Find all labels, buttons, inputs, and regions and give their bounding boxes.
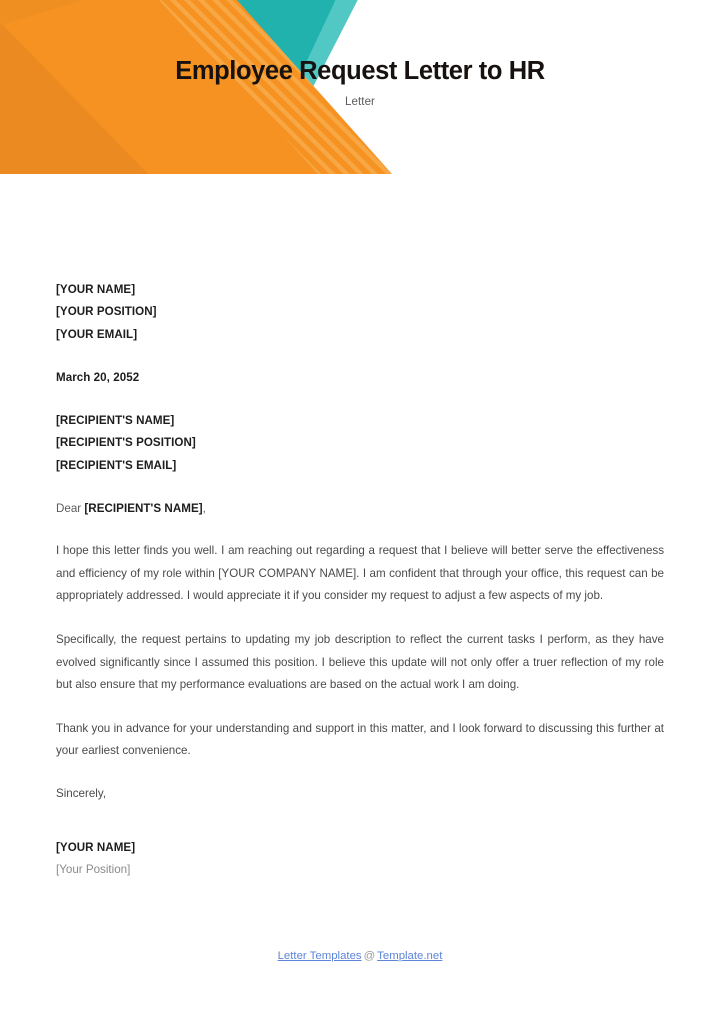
spacer [56,389,664,410]
body-paragraph-1: I hope this letter finds you well. I am reaching out regarding a request that I believe will better serve the effectiveness and efficiency of my role within [YOUR COMPANY NAME]. I am confident that through your office, this request can be appropriately addressed. I would appreciate it if you consider my request to adjust a few aspects of my job. [56,544,664,602]
letter-body [56,279,664,882]
at-icon: @ [363,950,376,962]
spacer [56,763,664,783]
recipient-name: [RECIPIENT'S NAME] [56,414,175,428]
signature-space [56,825,664,837]
sender-name: [YOUR NAME] [56,283,136,296]
signature-name: [YOUR NAME] [56,841,136,855]
spacer [56,805,664,825]
recipient-block [56,410,664,477]
salutation-punctuation: , [202,502,206,516]
footer [0,950,720,962]
spacer [56,346,664,367]
header-decorative-graphic [0,0,720,180]
footer-link-letter-templates[interactable]: Letter Templates [277,950,362,962]
salutation-recipient-name: [RECIPIENT'S NAME] [84,502,203,516]
body-paragraph-2: Specifically, the request pertains to updating my job description to reflect the current tasks I perform, as they have evolved significantly since I assumed this position. I believe this update will not only offer a truer reflection of my role but also ensure that my performance evaluations are based on the actual work I am doing. [56,633,664,691]
page-subtitle: Letter [344,96,375,108]
salutation-line [56,498,664,520]
salutation-greeting: Dear [56,502,85,516]
body-paragraph-3: Thank you in advance for your understanding and support in this matter, and I look forward to discussing this further at your earliest convenience. [56,722,664,758]
page-title: Employee Request Letter to HR [175,57,545,85]
footer-link-template-net[interactable]: Template.net [377,950,443,962]
sender-position: [YOUR POSITION] [56,305,157,319]
spacer [56,520,664,540]
signature-block [56,837,664,882]
signature-position: [Your Position] [56,863,131,877]
closing-line: Sincerely, [56,786,107,800]
recipient-email: [RECIPIENT'S EMAIL] [56,458,177,472]
sender-email: [YOUR EMAIL] [56,327,138,341]
header-banner [0,0,720,180]
sender-block [56,279,664,346]
recipient-position: [RECIPIENT'S POSITION] [56,436,196,450]
letter-date: March 20, 2052 [56,370,140,384]
spacer [56,477,664,498]
